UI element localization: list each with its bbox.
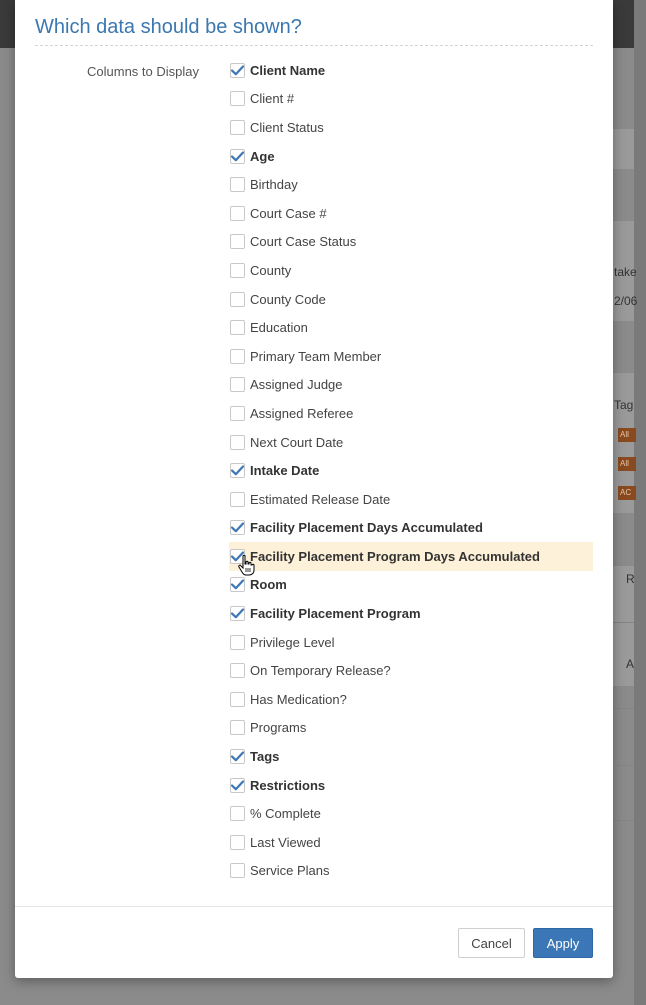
column-option-label: On Temporary Release? <box>250 663 391 679</box>
checkbox-checked[interactable] <box>230 577 245 592</box>
checkbox[interactable] <box>230 863 245 878</box>
checkbox-checked[interactable] <box>230 149 245 164</box>
column-option[interactable] <box>229 342 593 371</box>
column-option[interactable] <box>229 399 593 428</box>
column-option[interactable] <box>229 285 593 314</box>
background-divider <box>612 622 634 623</box>
column-option-label: Court Case # <box>250 205 327 221</box>
column-option[interactable] <box>229 485 593 514</box>
column-option[interactable] <box>229 656 593 685</box>
background-text: take <box>614 265 637 279</box>
checkbox[interactable] <box>230 320 245 335</box>
column-option-label: Client # <box>250 91 295 107</box>
background-tag: All <box>618 428 636 442</box>
column-option[interactable] <box>229 857 593 886</box>
checkbox-checked[interactable] <box>230 463 245 478</box>
background-text: R <box>626 572 635 586</box>
column-option[interactable] <box>229 170 593 199</box>
background-text: A <box>626 657 635 671</box>
column-option[interactable] <box>229 456 593 485</box>
column-option[interactable] <box>229 85 593 114</box>
checkbox-checked[interactable] <box>230 520 245 535</box>
check-icon <box>231 65 244 76</box>
checkbox[interactable] <box>230 377 245 392</box>
column-option-label: Service Plans <box>250 863 330 879</box>
column-option-label: Birthday <box>250 177 298 193</box>
checkbox[interactable] <box>230 720 245 735</box>
column-option-label: Next Court Date <box>250 434 344 450</box>
column-option-label: % Complete <box>250 806 321 822</box>
checkbox[interactable] <box>230 435 245 450</box>
column-option-label: Room <box>250 577 287 593</box>
column-option[interactable] <box>229 256 593 285</box>
column-option-label: Facility Placement Program <box>250 606 421 622</box>
column-option[interactable] <box>229 571 593 600</box>
checkbox[interactable] <box>230 835 245 850</box>
check-icon <box>231 751 244 762</box>
footer-divider <box>15 906 613 907</box>
checkbox[interactable] <box>230 663 245 678</box>
column-option-label: Has Medication? <box>250 691 347 707</box>
check-icon <box>231 465 244 476</box>
checkbox-checked[interactable] <box>230 749 245 764</box>
checkbox[interactable] <box>230 91 245 106</box>
column-option[interactable] <box>229 113 593 142</box>
column-option[interactable] <box>229 313 593 342</box>
checkbox[interactable] <box>230 635 245 650</box>
background-tag: All <box>618 457 636 471</box>
hand-cursor-icon <box>237 554 255 576</box>
column-option[interactable] <box>229 599 593 628</box>
check-icon <box>231 151 244 162</box>
checkbox[interactable] <box>230 692 245 707</box>
column-option-label: Assigned Referee <box>250 405 354 421</box>
column-option-label: Estimated Release Date <box>250 491 391 507</box>
check-icon <box>231 522 244 533</box>
apply-button[interactable]: Apply <box>533 928 593 958</box>
column-option[interactable] <box>229 428 593 457</box>
column-option[interactable] <box>229 685 593 714</box>
column-option[interactable] <box>229 228 593 257</box>
column-option-label: Last Viewed <box>250 834 321 850</box>
column-option-label: Client Name <box>250 62 326 78</box>
checkbox[interactable] <box>230 806 245 821</box>
column-option-label: Intake Date <box>250 463 320 479</box>
check-icon <box>231 579 244 590</box>
column-option-label: Court Case Status <box>250 234 357 250</box>
column-options-list <box>229 56 593 885</box>
check-icon <box>231 780 244 791</box>
column-option-label: Assigned Judge <box>250 377 343 393</box>
checkbox-checked[interactable] <box>230 606 245 621</box>
column-option-label: Programs <box>250 720 307 736</box>
background-divider <box>612 765 634 766</box>
column-option[interactable] <box>229 142 593 171</box>
column-option-label: Facility Placement Program Days Accumulated <box>250 548 540 564</box>
checkbox-checked[interactable] <box>230 778 245 793</box>
background-text: 2/06 <box>614 294 638 308</box>
column-option-label: Tags <box>250 749 280 765</box>
background-tag: AC <box>618 486 636 500</box>
column-option[interactable] <box>229 56 593 85</box>
column-option[interactable] <box>229 771 593 800</box>
column-option-label: Restrictions <box>250 777 326 793</box>
column-option-label: County <box>250 262 292 278</box>
column-option[interactable] <box>229 714 593 743</box>
column-option-label: County Code <box>250 291 326 307</box>
column-option[interactable] <box>229 371 593 400</box>
background-text: Tag <box>614 398 634 412</box>
column-option[interactable] <box>229 514 593 543</box>
checkbox[interactable] <box>230 177 245 192</box>
column-option[interactable] <box>229 742 593 771</box>
column-option-label: Client Status <box>250 119 324 135</box>
column-option-label: Facility Placement Days Accumulated <box>250 520 483 536</box>
column-option[interactable] <box>229 542 593 571</box>
column-option-label: Education <box>250 320 308 336</box>
column-option[interactable] <box>229 199 593 228</box>
check-icon <box>231 608 244 619</box>
checkbox[interactable] <box>230 234 245 249</box>
checkbox[interactable] <box>230 292 245 307</box>
column-option-label: Primary Team Member <box>250 348 382 364</box>
column-option-label: Age <box>250 148 275 164</box>
column-option-label: Privilege Level <box>250 634 335 650</box>
checkbox[interactable] <box>230 120 245 135</box>
background-panel <box>612 128 634 169</box>
checkbox[interactable] <box>230 349 245 364</box>
checkbox[interactable] <box>230 206 245 221</box>
cancel-button[interactable]: Cancel <box>458 928 525 958</box>
dialog-title: Which data should be shown? <box>35 16 593 46</box>
column-option[interactable] <box>229 799 593 828</box>
background-divider <box>612 708 634 709</box>
checkbox-checked[interactable] <box>230 63 245 78</box>
checkbox[interactable] <box>230 263 245 278</box>
checkbox[interactable] <box>230 406 245 421</box>
background-divider <box>612 820 634 821</box>
column-option[interactable] <box>229 828 593 857</box>
checkbox[interactable] <box>230 492 245 507</box>
column-chooser-dialog <box>15 0 613 978</box>
column-option[interactable] <box>229 628 593 657</box>
columns-to-display-label: Columns to Display <box>87 64 199 79</box>
